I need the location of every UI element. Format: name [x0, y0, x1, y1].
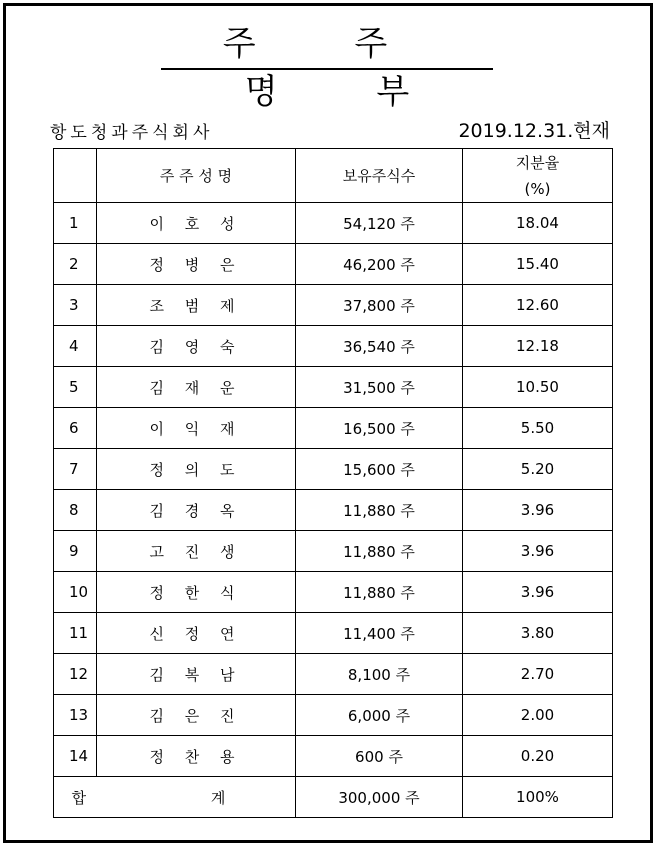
table-row: [54, 244, 613, 285]
share-count: 11,880 주: [296, 531, 463, 572]
shareholder-name: 신 정 연: [97, 613, 296, 654]
shareholder-name: 김 영 숙: [97, 326, 296, 367]
table-row: [54, 613, 613, 654]
table-row: [54, 490, 613, 531]
header-shares: 보유주식수: [296, 149, 463, 203]
shareholder-name: 조 범 제: [97, 285, 296, 326]
table-row: [54, 203, 613, 244]
table-row: [54, 736, 613, 777]
shareholder-name: 정 의 도: [97, 449, 296, 490]
share-ratio: 15.40: [463, 244, 613, 285]
share-count: 8,100 주: [296, 654, 463, 695]
shareholder-name: 김 은 진: [97, 695, 296, 736]
row-number: 9: [54, 531, 97, 572]
row-number: 2: [54, 244, 97, 285]
share-count: 46,200 주: [296, 244, 463, 285]
total-ratio: 100%: [463, 777, 613, 818]
share-ratio: 10.50: [463, 367, 613, 408]
table-row: [54, 449, 613, 490]
row-number: 5: [54, 367, 97, 408]
total-label: 합 계: [54, 777, 296, 818]
table-row: [54, 572, 613, 613]
share-count: 11,880 주: [296, 490, 463, 531]
row-number: 14: [54, 736, 97, 777]
company-name: 항도청과주식회사: [50, 123, 214, 143]
header-row: [54, 149, 613, 203]
shareholder-name: 이 호 성: [97, 203, 296, 244]
row-number: 6: [54, 408, 97, 449]
as-of-date: 2019.12.31.현재: [458, 120, 610, 142]
share-count: 16,500 주: [296, 408, 463, 449]
row-number: 3: [54, 285, 97, 326]
share-ratio: 18.04: [463, 203, 613, 244]
shareholder-name: 정 한 식: [97, 572, 296, 613]
shareholder-name: 김 복 남: [97, 654, 296, 695]
total-row: [54, 777, 613, 818]
table-row: [54, 408, 613, 449]
shareholder-name: 김 경 옥: [97, 490, 296, 531]
header-ratio: [463, 149, 613, 203]
share-ratio: 3.96: [463, 531, 613, 572]
shareholder-name: 정 병 은: [97, 244, 296, 285]
row-number: 7: [54, 449, 97, 490]
row-number: 11: [54, 613, 97, 654]
shareholder-name: 정 찬 용: [97, 736, 296, 777]
share-ratio: 2.70: [463, 654, 613, 695]
header-ratio-line2: (%): [524, 179, 551, 198]
header-no: [54, 149, 97, 203]
row-number: 10: [54, 572, 97, 613]
share-count: 37,800 주: [296, 285, 463, 326]
row-number: 8: [54, 490, 97, 531]
share-count: 31,500 주: [296, 367, 463, 408]
table-row: [54, 695, 613, 736]
total-shares: 300,000 주: [296, 777, 463, 818]
share-count: 600 주: [296, 736, 463, 777]
share-ratio: 3.96: [463, 490, 613, 531]
shareholder-name: 고 진 생: [97, 531, 296, 572]
share-ratio: 5.50: [463, 408, 613, 449]
row-number: 4: [54, 326, 97, 367]
header-ratio-line1: 지분율: [515, 153, 560, 172]
row-number: 13: [54, 695, 97, 736]
table-row: [54, 531, 613, 572]
share-count: 11,400 주: [296, 613, 463, 654]
share-ratio: 3.96: [463, 572, 613, 613]
share-ratio: 2.00: [463, 695, 613, 736]
table-row: [54, 654, 613, 695]
share-count: 15,600 주: [296, 449, 463, 490]
row-number: 12: [54, 654, 97, 695]
share-ratio: 12.60: [463, 285, 613, 326]
shareholder-table: [53, 148, 613, 818]
share-ratio: 0.20: [463, 736, 613, 777]
shareholder-name: 이 익 재: [97, 408, 296, 449]
table-row: [54, 326, 613, 367]
title-text: 주 주 명 부: [222, 24, 454, 112]
share-ratio: 5.20: [463, 449, 613, 490]
header-name: 주 주 성 명: [97, 149, 296, 203]
share-ratio: 12.18: [463, 326, 613, 367]
share-ratio: 3.80: [463, 613, 613, 654]
share-count: 6,000 주: [296, 695, 463, 736]
table-row: [54, 367, 613, 408]
share-count: 11,880 주: [296, 572, 463, 613]
table-row: [54, 285, 613, 326]
row-number: 1: [54, 203, 97, 244]
share-count: 54,120 주: [296, 203, 463, 244]
shareholder-name: 김 재 운: [97, 367, 296, 408]
page-title: [161, 20, 493, 112]
share-count: 36,540 주: [296, 326, 463, 367]
